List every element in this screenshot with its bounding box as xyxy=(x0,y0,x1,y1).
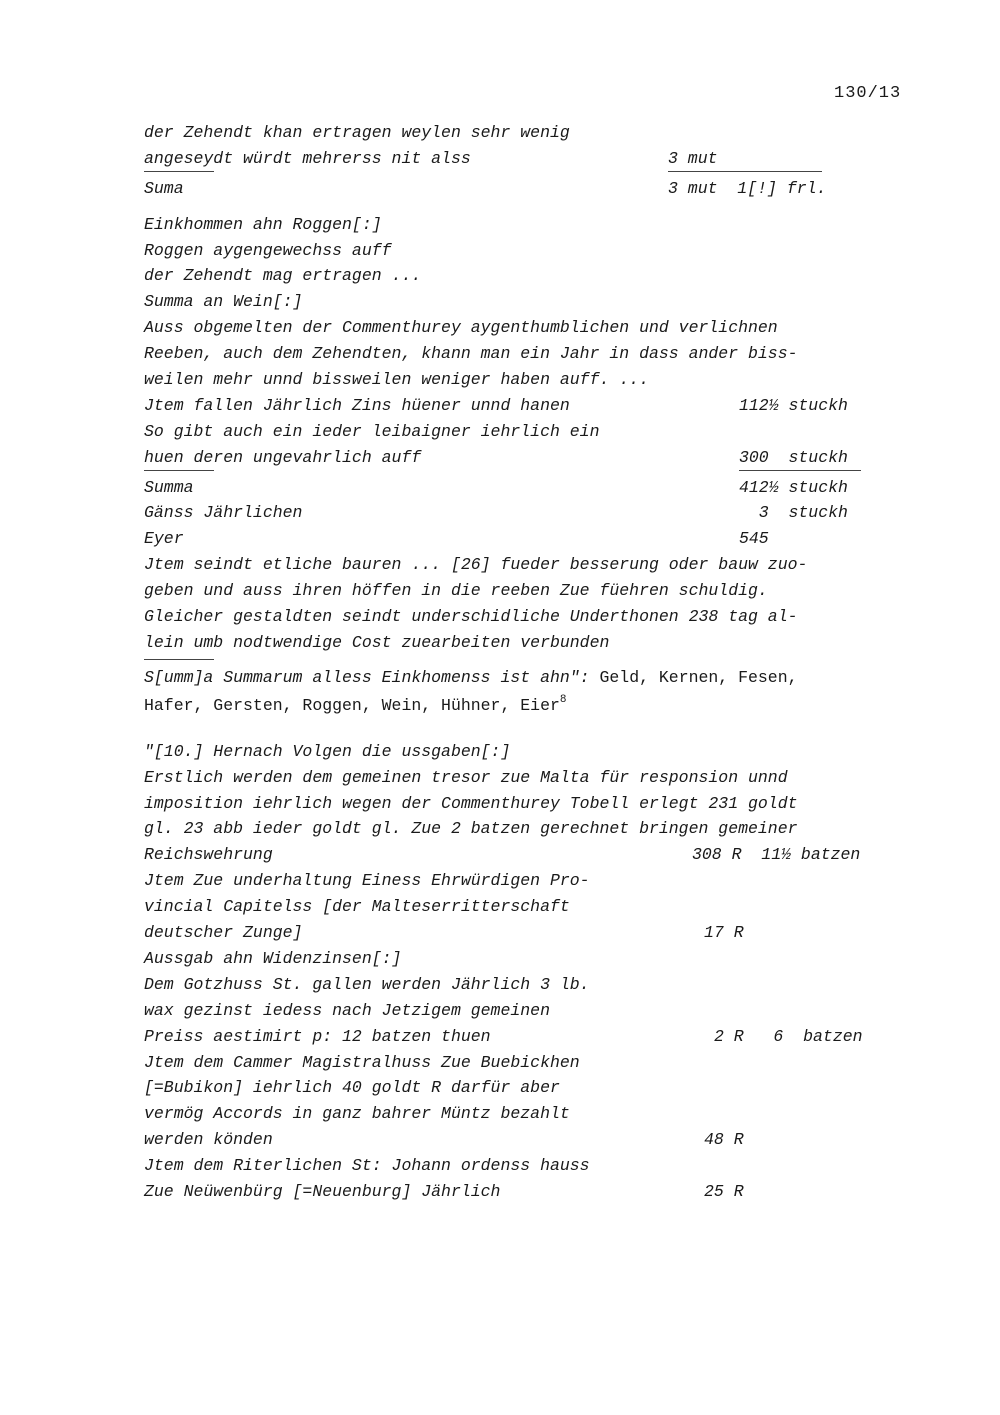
text-line xyxy=(144,739,894,765)
line-text: vermög Accords in ganz bahrer Müntz bezahlt xyxy=(144,1104,570,1124)
footnote-rule xyxy=(144,659,214,660)
line-text: Jtem seindt etliche bauren ... [26] fueder besserung oder bauw zuo- xyxy=(144,555,808,575)
line-value: 3 mut 1[!] frl. xyxy=(668,178,827,198)
line-text: Erstlich werden dem gemeinen tresor zue Malta für responsion unnd xyxy=(144,767,788,787)
rule-row xyxy=(144,656,894,664)
line-text: Summa xyxy=(144,477,194,497)
line-text: Gänss Jährlichen xyxy=(144,503,303,523)
sum-rule xyxy=(739,470,861,471)
line-text: angeseydt würdt mehrerss nit alss xyxy=(144,148,471,168)
line-text: Suma xyxy=(144,178,184,198)
line-text: vincial Capitelss [der Malteserritterschaft xyxy=(144,897,570,917)
text-line xyxy=(144,1050,894,1076)
text-line xyxy=(144,500,894,526)
line-value: 17 R xyxy=(704,923,744,943)
line-value: 48 R xyxy=(704,1130,744,1150)
text-line xyxy=(144,393,894,419)
text-line xyxy=(144,920,894,946)
line-text: Gleicher gestaldten seindt underschidliche Underthonen 238 tag al- xyxy=(144,607,798,627)
line-upright-text: Hafer, Gersten, Roggen, Wein, Hühner, Eier xyxy=(144,695,560,715)
line-text: S[umm]a Summarum alless Einkhomenss ist ahn": xyxy=(144,667,600,687)
text-line xyxy=(144,765,894,791)
text-line xyxy=(144,1127,894,1153)
line-text: Einkhommen ahn Roggen[:] xyxy=(144,214,382,234)
line-text: huen deren ungevahrlich auff xyxy=(144,447,422,467)
line-text: [=Bubikon] iehrlich 40 goldt R darfür aber xyxy=(144,1078,560,1098)
text-line xyxy=(144,791,894,817)
text-line xyxy=(144,816,894,842)
text-line xyxy=(144,146,894,172)
line-text: Jtem Zue underhaltung Einess Ehrwürdigen Pro- xyxy=(144,871,590,891)
text-line xyxy=(144,263,894,289)
text-line xyxy=(144,894,894,920)
line-text: lein umb nodtwendige Cost zuearbeiten verbunden xyxy=(144,632,610,652)
line-text: wax gezinst iedess nach Jetzigem gemeinen xyxy=(144,1000,550,1020)
line-text: Eyer xyxy=(144,529,184,549)
footnote-ref: 8 xyxy=(559,693,567,706)
line-value: 25 R xyxy=(704,1181,744,1201)
text-line xyxy=(144,998,894,1024)
text-line xyxy=(144,176,894,202)
text-line xyxy=(144,1179,894,1205)
line-text: Jtem dem Riterlichen St: Johann ordenss hauss xyxy=(144,1156,590,1176)
sum-rule xyxy=(668,171,822,172)
line-text: Reichswehrung xyxy=(144,845,273,865)
text-line xyxy=(144,419,894,445)
text-line xyxy=(144,630,894,656)
line-text: Reeben, auch dem Zehendten, khann man ein Jahr in dass ander biss- xyxy=(144,344,798,364)
line-value: 308 R 11½ batzen xyxy=(692,845,861,865)
line-text: imposition iehrlich wegen der Commenthurey Tobell erlegt 231 goldt xyxy=(144,793,798,813)
text-line xyxy=(144,578,894,604)
line-text: der Zehendt khan ertragen weylen sehr wenig xyxy=(144,123,570,142)
text-line xyxy=(144,946,894,972)
text-line xyxy=(144,526,894,552)
text-line xyxy=(144,341,894,367)
line-text: werden könden xyxy=(144,1130,273,1150)
text-line xyxy=(144,475,894,501)
line-value: 112½ stuckh xyxy=(739,395,848,415)
text-line xyxy=(144,120,894,146)
line-text: geben und auss ihren höffen in die reeben Zue füehren schuldig. xyxy=(144,581,768,601)
left-rule xyxy=(144,470,214,471)
line-text: Zue Neüwenbürg [=Neuenburg] Jährlich xyxy=(144,1181,501,1201)
line-text: Preiss aestimirt p: 12 batzen thuen xyxy=(144,1026,491,1046)
text-line xyxy=(144,1075,894,1101)
text-line xyxy=(144,868,894,894)
line-value: 3 stuckh xyxy=(739,503,848,523)
line-text: der Zehendt mag ertragen ... xyxy=(144,266,422,286)
document-body xyxy=(144,120,894,1205)
text-line xyxy=(144,604,894,630)
line-text: So gibt auch ein ieder leibaigner iehrlich ein xyxy=(144,421,600,441)
text-line xyxy=(144,552,894,578)
line-upright-text: Geld, Kernen, Fesen, xyxy=(599,667,798,687)
text-line xyxy=(144,238,894,264)
text-line xyxy=(144,842,894,868)
line-text: Jtem fallen Jährlich Zins hüener unnd hanen xyxy=(144,395,570,415)
text-line xyxy=(144,1153,894,1179)
line-text: Aussgab ahn Widenzinsen[:] xyxy=(144,948,402,968)
line-text: Jtem dem Cammer Magistralhuss Zue Buebickhen xyxy=(144,1052,580,1072)
line-text: weilen mehr unnd bissweilen weniger haben auff. ... xyxy=(144,370,649,390)
line-text: Summa an Wein[:] xyxy=(144,292,303,312)
text-line xyxy=(144,692,894,720)
line-text: gl. 23 abb ieder goldt gl. Zue 2 batzen gerechnet bringen gemeiner xyxy=(144,819,798,839)
line-text: Auss obgemelten der Commenthurey aygenthumblichen und verlichnen xyxy=(144,318,778,338)
text-line xyxy=(144,289,894,315)
text-line xyxy=(144,212,894,238)
text-line xyxy=(144,445,894,471)
text-line xyxy=(144,315,894,341)
text-line xyxy=(144,1101,894,1127)
line-value: 545 xyxy=(739,529,769,549)
line-value: 3 mut xyxy=(668,148,718,168)
line-value: 412½ stuckh xyxy=(739,477,848,497)
text-line xyxy=(144,972,894,998)
line-text: deutscher Zunge] xyxy=(144,923,303,943)
line-value: 300 stuckh xyxy=(739,447,848,467)
line-text: Dem Gotzhuss St. gallen werden Jährlich 3 lb. xyxy=(144,974,590,994)
text-line xyxy=(144,1024,894,1050)
line-text: Roggen aygengewechss auff xyxy=(144,240,392,260)
line-text: "[10.] Hernach Volgen die ussgaben[:] xyxy=(144,741,511,761)
text-line xyxy=(144,367,894,393)
left-rule xyxy=(144,171,214,172)
line-value: 2 R 6 batzen xyxy=(714,1026,863,1046)
page-number: 130/13 xyxy=(834,84,902,103)
text-line xyxy=(144,664,894,692)
